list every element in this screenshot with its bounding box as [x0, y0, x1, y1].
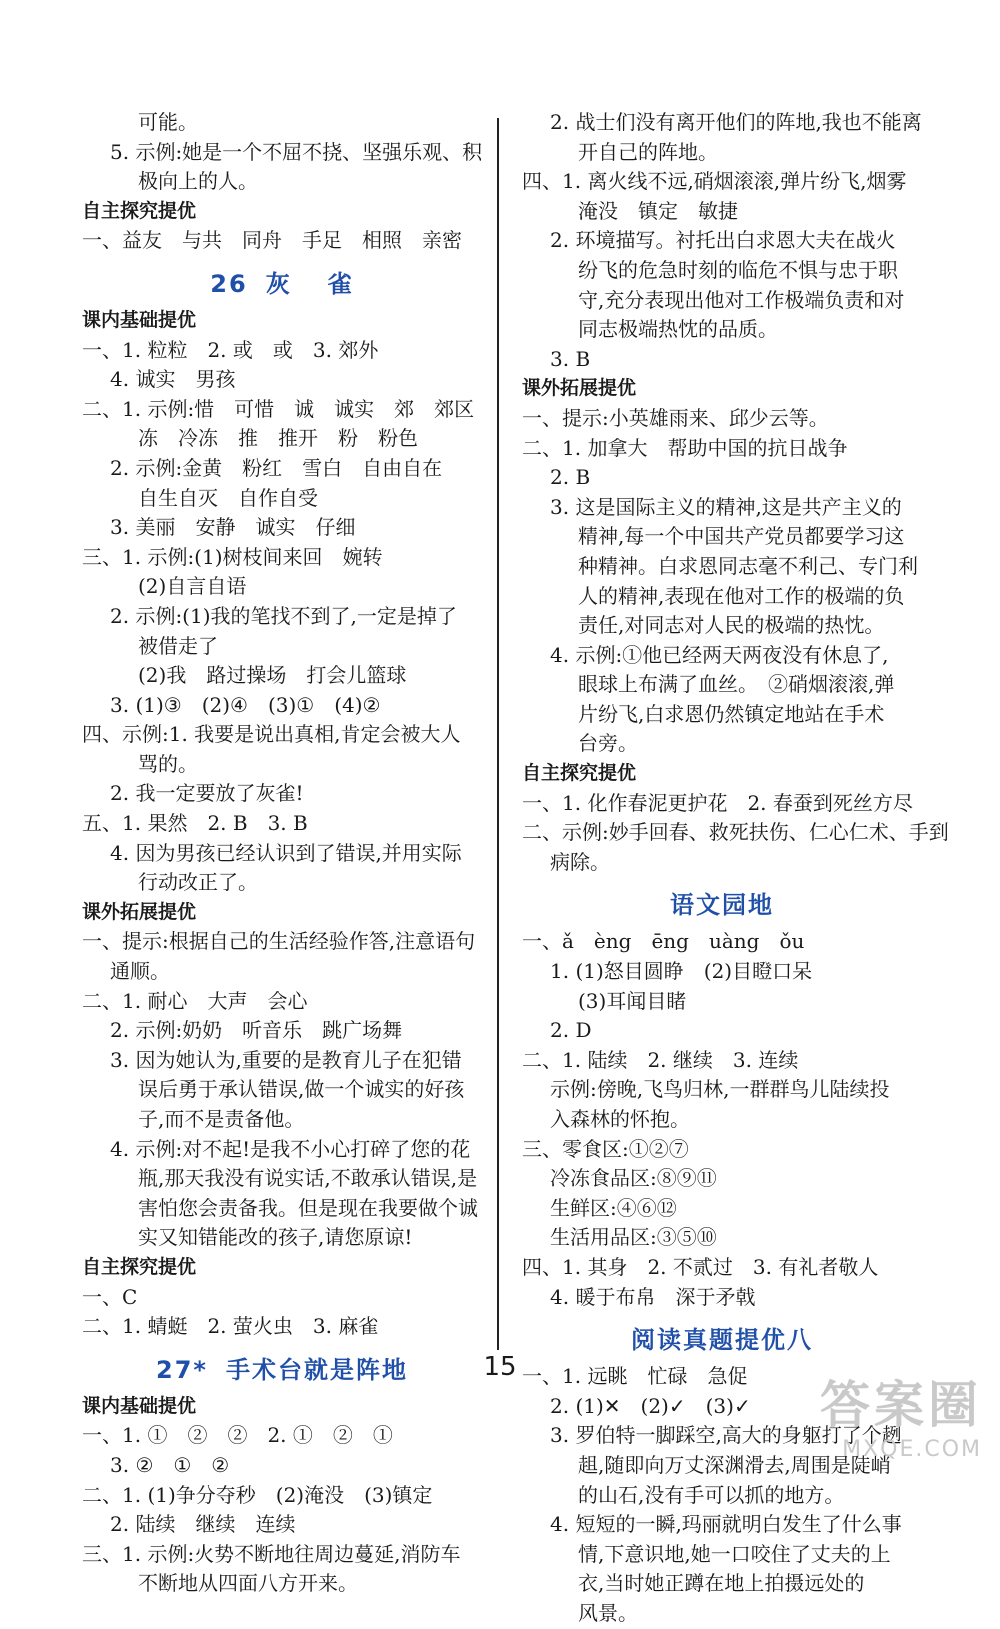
answer-line: 片纷飞,白求恩仍然镇定地站在手术 [578, 701, 885, 726]
answer-line: 误后勇于承认错误,做一个诚实的好孩 [138, 1077, 465, 1102]
answer-line: 4. 暖于布帛 深于矛戟 [550, 1284, 756, 1309]
page-number: 15 [483, 1352, 517, 1382]
answer-line: 责任,对同志对人民的极端的热忱。 [578, 613, 885, 638]
answer-line: 2. 战士们没有离开他们的阵地,我也不能离 [550, 110, 922, 134]
answer-line: 淹没 镇定 敏捷 [578, 198, 738, 223]
answer-line: 通顺。 [110, 959, 170, 984]
answer-line: 种精神。白求恩同志毫不利己、专门利 [578, 553, 918, 578]
watermark-logo: 答案圈 [820, 1376, 982, 1434]
answer-line: 四、示例:1. 我要是说出真相,肯定会被大人 [82, 722, 461, 747]
answer-line: 风景。 [578, 1600, 638, 1625]
lesson-number: 27* [156, 1355, 208, 1384]
answer-line: 瓶,那天我没有说实话,不敢承认错误,是 [138, 1166, 478, 1191]
answer-line: (3)耳闻目睹 [578, 988, 687, 1013]
answer-line: 二、示例:妙手回春、救死扶伤、仁心仁术、手到 [522, 820, 949, 845]
lesson-number: 26 [210, 269, 248, 298]
answer-line: (2)自言自语 [138, 574, 247, 599]
section-heading: 课外拓展提优 [82, 900, 197, 923]
answer-line: 不断地从四面八方开来。 [138, 1571, 358, 1596]
answer-line: 三、零食区:①②⑦ [522, 1136, 689, 1161]
answer-line: 2. 我一定要放了灰雀! [110, 781, 304, 806]
answer-line: 3. 这是国际主义的精神,这是共产主义的 [550, 494, 902, 519]
answer-line: 可能。 [138, 110, 198, 134]
answer-line: 二、1. (1)争分夺秒 (2)淹没 (3)镇定 [82, 1482, 433, 1507]
answer-line: 入森林的怀抱。 [550, 1107, 690, 1131]
lesson-title-text: 语文园地 [670, 891, 774, 920]
answer-line: 2. 示例:奶奶 听音乐 跳广场舞 [110, 1018, 403, 1043]
answer-line: 一、C [82, 1284, 138, 1309]
section-heading: 课内基础提优 [82, 1394, 197, 1417]
answer-line: 4. 示例:①他已经两天两夜没有休息了, [550, 642, 889, 667]
answer-line: 精神,每一个中国共产党员都要学习这 [578, 524, 905, 549]
section-heading: 自主探究提优 [522, 762, 637, 785]
lesson-title [82, 264, 482, 304]
section-heading: 自主探究提优 [82, 199, 197, 222]
answer-line: 骂的。 [138, 751, 198, 776]
answer-line: 行动改正了。 [138, 870, 258, 895]
answer-line: 4. 因为男孩已经认识到了错误,并用实际 [110, 840, 462, 865]
answer-line: 三、1. 示例:火势不断地往周边蔓延,消防车 [82, 1541, 461, 1566]
answer-line: 2. 示例:(1)我的笔找不到了,一定是掉了 [110, 603, 457, 628]
answer-line: 3. B [550, 346, 591, 371]
answer-line: 同志极端热忱的品质。 [578, 317, 778, 342]
lesson-title-text: 手术台就是阵地 [225, 1355, 408, 1384]
lesson-title [522, 885, 922, 925]
answer-line: 示例:傍晚,飞鸟归林,一群群鸟儿陆续投 [550, 1077, 890, 1102]
answer-line: 4. 诚实 男孩 [110, 367, 236, 392]
answer-line: 子,而不是责备他。 [138, 1107, 305, 1131]
answer-line: 自生自灭 自作自受 [138, 485, 318, 510]
answer-line: 3. ② ① ② [110, 1452, 230, 1477]
answer-line: 衣,当时她正蹲在地上拍摄远处的 [578, 1571, 865, 1596]
answer-line: 3. 美丽 安静 诚实 仔细 [110, 515, 356, 540]
answer-line: 纷飞的危急时刻的临危不惧与忠于职 [578, 257, 898, 282]
answer-line: 一、1. 远眺 忙碌 急促 [522, 1364, 748, 1389]
answer-line: 生鲜区:④⑥⑫ [550, 1195, 677, 1220]
answer-line: 被借走了 [138, 633, 218, 658]
answer-line: 2. (1)✕ (2)✓ (3)✓ [550, 1393, 751, 1418]
watermark [820, 1365, 982, 1462]
answer-line: 人的精神,表现在他对工作的极端的负 [578, 583, 905, 608]
answer-line: 开自己的阵地。 [578, 139, 718, 164]
lesson-title-text: 阅读真题提优八 [631, 1326, 813, 1355]
answer-line: 二、1. 耐心 大声 会心 [82, 988, 308, 1013]
answer-line: 冷冻食品区:⑧⑨⑪ [550, 1166, 717, 1191]
answer-line: 一、提示:小英雄雨来、邱少云等。 [522, 405, 829, 430]
answer-line: 一、提示:根据自己的生活经验作答,注意语句 [82, 929, 476, 954]
answer-line: 一、1. 化作春泥更护花 2. 春蚕到死丝方尽 [522, 790, 913, 815]
answer-line: 守,充分表现出他对工作极端负责和对 [578, 287, 905, 312]
answer-line: 2. B [550, 465, 591, 490]
section-heading: 自主探究提优 [82, 1255, 197, 1278]
answer-line: 3. (1)③ (2)④ (3)① (4)② [110, 692, 381, 717]
section-heading: 课内基础提优 [82, 308, 197, 331]
answer-line: 二、1. 蜻蜓 2. 萤火虫 3. 麻雀 [82, 1314, 379, 1339]
answer-line: 2. 环境描写。衬托出白求恩大夫在战火 [550, 228, 896, 253]
answer-line: 的山石,没有手可以抓的地方。 [578, 1482, 845, 1507]
answer-line: 4. 短短的一瞬,玛丽就明白发生了什么事 [550, 1512, 902, 1537]
answer-line: 二、1. 陆续 2. 继续 3. 连续 [522, 1047, 799, 1072]
answer-line: (2)我 路过操场 打会儿篮球 [138, 663, 407, 688]
answer-line: 眼球上布满了血丝。 ②硝烟滚滚,弹 [578, 672, 895, 697]
answer-line: 一、1. ① ② ② 2. ① ② ① [82, 1423, 393, 1448]
answer-line: 生活用品区:③⑤⑩ [550, 1225, 717, 1250]
answer-line: 二、1. 加拿大 帮助中国的抗日战争 [522, 435, 848, 460]
answer-line: 病除。 [550, 849, 610, 874]
answer-line: 2. 陆续 继续 连续 [110, 1512, 296, 1537]
answer-line: 一、益友 与共 同舟 手足 相照 亲密 [82, 228, 462, 253]
answer-line: 5. 示例:她是一个不屈不挠、坚强乐观、积 [110, 139, 483, 164]
lesson-title-text: 雀 [327, 269, 354, 298]
watermark-url: MXQE.COM [842, 1437, 982, 1462]
answer-line: 二、1. 示例:惜 可惜 诚 诚实 郊 郊区 [82, 396, 475, 421]
answer-line: 冻 冷冻 推 推开 粉 粉色 [138, 426, 418, 451]
answer-line: 害怕您会责备我。但是现在我要做个诚 [138, 1195, 478, 1220]
answer-line: 4. 示例:对不起!是我不小心打碎了您的花 [110, 1136, 471, 1161]
answer-line: 1. (1)怒目圆睁 (2)目瞪口呆 [550, 959, 813, 984]
answer-line: 一、ǎ èng ēng uàng ǒu [522, 929, 805, 954]
answer-line: 五、1. 果然 2. B 3. B [82, 811, 308, 836]
section-heading: 课外拓展提优 [522, 377, 637, 400]
answer-line: 3. 因为她认为,重要的是教育儿子在犯错 [110, 1047, 462, 1072]
answer-line: 3. 罗伯特一脚踩空,高大的身躯打了个趔 [550, 1423, 902, 1448]
answer-line: 一、1. 粒粒 2. 或 或 3. 郊外 [82, 337, 379, 362]
column-divider [497, 118, 499, 1350]
answer-line: 四、1. 其身 2. 不贰过 3. 有礼者敬人 [522, 1254, 879, 1279]
lesson-title-text: 灰 [265, 269, 292, 298]
answer-line: 2. D [550, 1018, 592, 1043]
answer-line: 实又知错能改的孩子,请您原谅! [138, 1225, 413, 1250]
answer-line: 2. 示例:金黄 粉红 雪白 自由自在 [110, 455, 443, 480]
answer-line: 四、1. 离火线不远,硝烟滚滚,弹片纷飞,烟雾 [522, 169, 907, 194]
answer-line: 三、1. 示例:(1)树枝间来回 婉转 [82, 544, 383, 569]
answer-line: 台旁。 [578, 731, 638, 756]
answer-line: 情,下意识地,她一口咬住了丈夫的上 [578, 1541, 891, 1566]
answer-line: 趄,随即向万丈深渊滑去,周围是陡峭 [578, 1452, 891, 1477]
answer-line: 极向上的人。 [138, 169, 258, 194]
